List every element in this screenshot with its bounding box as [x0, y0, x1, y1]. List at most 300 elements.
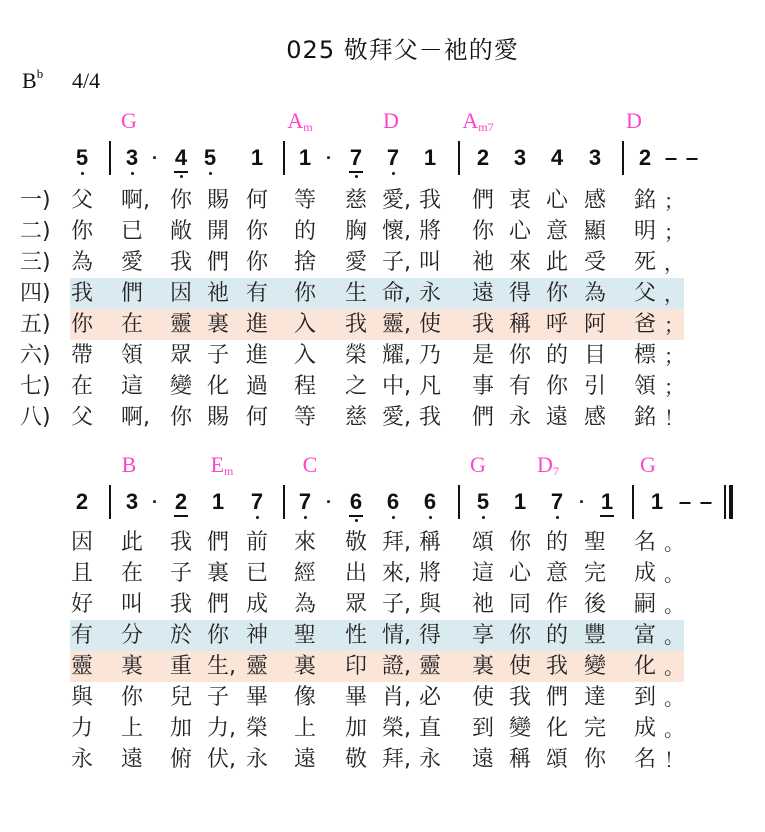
- note: [647, 489, 667, 515]
- lyric-syllable: 後: [583, 592, 607, 617]
- low-octave-dot: [256, 516, 259, 519]
- note-digit: 4: [174, 145, 188, 170]
- page-title: 025 敬拜父－祂的愛: [286, 36, 519, 64]
- eighth-underline: [349, 171, 363, 173]
- sustain-dash: [666, 158, 677, 160]
- lyric-syllable: 你: [70, 219, 94, 244]
- lyric-syllable: 們: [471, 188, 495, 213]
- eighth-underline: [174, 171, 188, 173]
- lyric-syllable: 必: [418, 685, 442, 710]
- lyric-syllable: 感: [583, 405, 607, 430]
- lyric-syllable: 我: [344, 312, 368, 337]
- lyric-syllable: 遠: [471, 281, 495, 306]
- chord-symbol: [470, 452, 486, 478]
- note: [122, 489, 142, 515]
- note-digit: 2: [174, 489, 188, 514]
- barline: [283, 141, 285, 175]
- augmentation-dot: ·: [326, 148, 332, 168]
- chord-root: D: [383, 108, 399, 133]
- lyric-syllable: 達: [583, 685, 607, 710]
- low-octave-dot: [304, 516, 307, 519]
- note: [635, 145, 655, 171]
- chord-symbol: [383, 108, 399, 134]
- lyric-syllable: 印: [344, 654, 368, 679]
- lyric-syllable: 遠: [545, 405, 569, 430]
- lyric-syllable: 胸: [344, 219, 368, 244]
- lyric-syllable: 耀,: [382, 343, 411, 368]
- lyric-syllable: 裏: [293, 654, 317, 679]
- lyric-syllable: 靈: [70, 654, 94, 679]
- note: [295, 489, 315, 515]
- lyric-syllable: 中,: [382, 374, 411, 399]
- lyric-syllable: 肖,: [382, 685, 411, 710]
- note-digit: 2: [638, 145, 652, 170]
- note: [171, 489, 191, 515]
- eighth-underline: [349, 515, 363, 517]
- lyric-syllable: 分: [120, 623, 144, 648]
- lyric-syllable: 化: [633, 654, 657, 679]
- lyric-syllable: 我: [508, 685, 532, 710]
- verse-label: 八): [20, 405, 51, 430]
- chord-quality: m: [303, 120, 313, 134]
- note-digit: 3: [513, 145, 527, 170]
- note-digit: 7: [349, 145, 363, 170]
- low-octave-dot: [482, 516, 485, 519]
- barline: [283, 485, 285, 519]
- lyric-syllable: 祂: [206, 281, 230, 306]
- lyric-syllable: 衷: [508, 188, 532, 213]
- chord-root: A: [287, 108, 304, 133]
- barline: [632, 485, 634, 519]
- lyric-syllable: 名: [633, 530, 657, 555]
- low-octave-dot: [355, 519, 358, 522]
- lyric-syllable: 頌: [471, 530, 495, 555]
- lyric-syllable: 意: [545, 561, 569, 586]
- lyric-syllable: 愛,: [382, 405, 411, 430]
- low-octave-dot: [392, 172, 395, 175]
- chord-symbol: [122, 452, 137, 478]
- line-end-punctuation: ，: [664, 251, 684, 275]
- lyric-syllable: 你: [120, 685, 144, 710]
- lyric-syllable: 前: [245, 530, 269, 555]
- lyric-syllable: 何: [245, 188, 269, 213]
- lyric-syllable: 的: [545, 623, 569, 648]
- lyric-syllable: 子,: [382, 250, 411, 275]
- lyric-syllable: 你: [508, 623, 532, 648]
- lyric-syllable: 子: [206, 343, 230, 368]
- lyric-syllable: 懷,: [382, 219, 411, 244]
- line-end-punctuation: ；: [664, 375, 684, 399]
- lyric-syllable: 豐: [583, 623, 607, 648]
- lyric-syllable: 們: [206, 592, 230, 617]
- chord-symbol: [303, 452, 318, 478]
- lyric-syllable: 感: [583, 188, 607, 213]
- lyric-syllable: 有: [70, 623, 94, 648]
- note-digit: 7: [386, 145, 400, 170]
- lyric-syllable: 我: [471, 312, 495, 337]
- chord-symbol: [211, 452, 234, 478]
- lyric-syllable: 父: [70, 405, 94, 430]
- lyric-syllable: 帶: [70, 343, 94, 368]
- lyric-syllable: 我: [169, 592, 193, 617]
- note-digit: 7: [250, 489, 264, 514]
- lyric-syllable: 遠: [120, 747, 144, 772]
- lyric-syllable: 直: [418, 716, 442, 741]
- lyric-syllable: 凡: [418, 374, 442, 399]
- lyric-syllable: 靈: [418, 654, 442, 679]
- lyric-syllable: 裏: [120, 654, 144, 679]
- chord-symbol: [462, 108, 493, 134]
- note: [420, 145, 440, 171]
- augmentation-dot: ·: [579, 492, 585, 512]
- lyric-syllable: 情,: [382, 623, 411, 648]
- chord-root: G: [121, 108, 137, 133]
- lyric-syllable: 啊,: [121, 188, 150, 213]
- lyric-syllable: 入: [293, 343, 317, 368]
- note: [473, 145, 493, 171]
- lyric-syllable: 我: [169, 250, 193, 275]
- lyric-syllable: 力,: [207, 716, 236, 741]
- lyric-syllable: 阿: [583, 312, 607, 337]
- note: [72, 145, 92, 171]
- lyric-syllable: 父: [633, 281, 657, 306]
- note: [200, 145, 220, 171]
- lyric-syllable: 來: [293, 530, 317, 555]
- verse-label: 一): [20, 188, 51, 213]
- lyric-syllable: 化: [545, 716, 569, 741]
- barline: [622, 141, 624, 175]
- note: [597, 489, 617, 515]
- line-end-punctuation: 。: [664, 686, 684, 710]
- lyric-syllable: 到: [471, 716, 495, 741]
- lyric-syllable: 變: [508, 716, 532, 741]
- lyric-syllable: 你: [508, 343, 532, 368]
- lyric-syllable: 來,: [382, 561, 411, 586]
- chord-symbol: [640, 452, 656, 478]
- note-digit: 7: [298, 489, 312, 514]
- note: [346, 145, 366, 171]
- lyric-syllable: 出: [344, 561, 368, 586]
- note-digit: 4: [550, 145, 564, 170]
- lyric-syllable: 我: [70, 281, 94, 306]
- lyric-syllable: 的: [545, 343, 569, 368]
- lyric-syllable: 來: [508, 250, 532, 275]
- lyric-syllable: 裏: [471, 654, 495, 679]
- chord-symbol: [121, 108, 137, 134]
- low-octave-dot: [209, 172, 212, 175]
- lyric-syllable: 是: [471, 343, 495, 368]
- verse-label: 三): [20, 250, 51, 275]
- note: [585, 145, 605, 171]
- lyric-syllable: 程: [293, 374, 317, 399]
- lyric-syllable: 們: [471, 405, 495, 430]
- note: [547, 489, 567, 515]
- lyric-syllable: 有: [508, 374, 532, 399]
- lyric-syllable: 等: [293, 405, 317, 430]
- verse-label: 六): [20, 343, 51, 368]
- lyric-syllable: 上: [293, 716, 317, 741]
- line-end-punctuation: 。: [664, 624, 684, 648]
- verse-label: 四): [20, 281, 51, 306]
- lyric-syllable: 伏,: [207, 747, 236, 772]
- lyric-syllable: 為: [583, 281, 607, 306]
- lyric-syllable: 重: [169, 654, 193, 679]
- line-end-punctuation: ；: [664, 189, 684, 213]
- lyric-syllable: 叫: [120, 592, 144, 617]
- lyric-syllable: 靈: [169, 312, 193, 337]
- low-octave-dot: [392, 516, 395, 519]
- lyric-syllable: 子: [206, 685, 230, 710]
- lyric-syllable: 呼: [545, 312, 569, 337]
- eighth-underline: [600, 515, 614, 517]
- lyric-syllable: 你: [206, 623, 230, 648]
- lyric-syllable: 因: [70, 530, 94, 555]
- lyric-syllable: 榮: [344, 343, 368, 368]
- lyric-syllable: 經: [293, 561, 317, 586]
- lyric-syllable: 此: [120, 530, 144, 555]
- lyric-syllable: 為: [70, 250, 94, 275]
- lyric-syllable: 事: [471, 374, 495, 399]
- time-signature: 4/4: [72, 68, 101, 93]
- lyric-syllable: 顯: [583, 219, 607, 244]
- note-digit: 5: [75, 145, 89, 170]
- lyric-syllable: 你: [545, 374, 569, 399]
- lyric-syllable: 神: [245, 623, 269, 648]
- note: [72, 489, 92, 515]
- barline: [458, 141, 460, 175]
- lyric-syllable: 已: [120, 219, 144, 244]
- lyric-syllable: 命,: [382, 281, 411, 306]
- lyric-syllable: 聖: [293, 623, 317, 648]
- chord-root: D: [626, 108, 642, 133]
- lyric-syllable: 永: [70, 747, 94, 772]
- lyric-syllable: 俯: [169, 747, 193, 772]
- lyric-syllable: 榮: [245, 716, 269, 741]
- line-end-punctuation: ！: [664, 406, 684, 430]
- lyric-syllable: 們: [545, 685, 569, 710]
- lyric-syllable: 祂: [471, 592, 495, 617]
- note-digit: 1: [211, 489, 225, 514]
- lyric-syllable: 稱: [508, 312, 532, 337]
- lyric-syllable: 好: [70, 592, 94, 617]
- lyric-syllable: 性: [344, 623, 368, 648]
- lyric-syllable: 將: [418, 219, 442, 244]
- lyric-syllable: 這: [471, 561, 495, 586]
- lyric-syllable: 遠: [293, 747, 317, 772]
- lyric-syllable: 你: [583, 747, 607, 772]
- lyric-syllable: 在: [120, 561, 144, 586]
- lyric-syllable: 你: [471, 219, 495, 244]
- lyric-syllable: 你: [293, 281, 317, 306]
- chord-root: A: [462, 108, 479, 133]
- final-barline-thin: [724, 485, 726, 519]
- lyric-syllable: 永: [418, 747, 442, 772]
- lyric-syllable: 兒: [169, 685, 193, 710]
- note: [383, 145, 403, 171]
- barline: [109, 485, 111, 519]
- lyric-syllable: 愛: [344, 250, 368, 275]
- lyric-syllable: 富: [633, 623, 657, 648]
- note-digit: 6: [349, 489, 363, 514]
- sustain-dash: [680, 502, 691, 504]
- lyric-syllable: 生: [344, 281, 368, 306]
- note-digit: 6: [423, 489, 437, 514]
- lyric-syllable: 慈: [344, 405, 368, 430]
- lyric-syllable: 完: [583, 561, 607, 586]
- lyric-syllable: 愛,: [382, 188, 411, 213]
- lyric-syllable: 到: [633, 685, 657, 710]
- lyric-syllable: 乃: [418, 343, 442, 368]
- lyric-syllable: 我: [418, 188, 442, 213]
- lyric-syllable: 且: [70, 561, 94, 586]
- lyric-syllable: 開: [206, 219, 230, 244]
- note-digit: 1: [250, 145, 264, 170]
- augmentation-dot: ·: [326, 492, 332, 512]
- note: [346, 489, 366, 515]
- lyric-syllable: 敬: [344, 747, 368, 772]
- lyric-syllable: 稱: [508, 747, 532, 772]
- lyric-syllable: 眾: [344, 592, 368, 617]
- lyric-syllable: 永: [418, 281, 442, 306]
- lyric-syllable: 永: [508, 405, 532, 430]
- note-digit: 2: [476, 145, 490, 170]
- low-octave-dot: [180, 175, 183, 178]
- lyric-syllable: 領: [120, 343, 144, 368]
- line-end-punctuation: ；: [664, 220, 684, 244]
- lyric-syllable: 生,: [207, 654, 236, 679]
- lyric-syllable: 目: [583, 343, 607, 368]
- note: [510, 145, 530, 171]
- line-end-punctuation: 。: [664, 717, 684, 741]
- low-octave-dot: [131, 172, 134, 175]
- note-digit: 3: [125, 489, 139, 514]
- chord-root: C: [302, 452, 318, 477]
- lyric-syllable: 祂: [471, 250, 495, 275]
- note-digit: 1: [423, 145, 437, 170]
- verse-label: 五): [20, 312, 51, 337]
- chord-symbol: [537, 452, 559, 478]
- final-barline-thick: [729, 485, 733, 519]
- lyric-syllable: 成: [633, 561, 657, 586]
- lyric-syllable: 慈: [344, 188, 368, 213]
- lyric-syllable: 受: [583, 250, 607, 275]
- lyric-syllable: 你: [169, 188, 193, 213]
- sustain-dash: [701, 502, 712, 504]
- lyric-syllable: 你: [545, 281, 569, 306]
- lyric-syllable: 們: [120, 281, 144, 306]
- note: [510, 489, 530, 515]
- lyric-syllable: 成: [633, 716, 657, 741]
- lyric-syllable: 子,: [382, 592, 411, 617]
- lyric-syllable: 畢: [245, 685, 269, 710]
- lyric-syllable: 為: [293, 592, 317, 617]
- note-digit: 1: [298, 145, 312, 170]
- lyric-syllable: 敬: [344, 530, 368, 555]
- key-note: B: [22, 68, 37, 93]
- low-octave-dot: [355, 175, 358, 178]
- lyric-syllable: 你: [245, 219, 269, 244]
- lyric-syllable: 在: [70, 374, 94, 399]
- lyric-syllable: 我: [169, 530, 193, 555]
- lyric-syllable: 啊,: [121, 405, 150, 430]
- chord-root: G: [470, 452, 486, 477]
- lyric-syllable: 敞: [169, 219, 193, 244]
- lyric-syllable: 靈,: [382, 312, 411, 337]
- lyric-syllable: 裏: [206, 561, 230, 586]
- lyric-syllable: 因: [169, 281, 193, 306]
- lyric-syllable: 拜,: [382, 530, 411, 555]
- note: [295, 145, 315, 171]
- lyric-syllable: 頌: [545, 747, 569, 772]
- lyric-syllable: 聖: [583, 530, 607, 555]
- note-digit: 5: [203, 145, 217, 170]
- lyric-syllable: 化: [206, 374, 230, 399]
- lyric-syllable: 像: [293, 685, 317, 710]
- line-end-punctuation: ；: [664, 313, 684, 337]
- note: [420, 489, 440, 515]
- lyric-syllable: 明: [633, 219, 657, 244]
- lyric-syllable: 入: [293, 312, 317, 337]
- note-digit: 7: [550, 489, 564, 514]
- lyric-syllable: 眾: [169, 343, 193, 368]
- barline: [109, 141, 111, 175]
- key-signature: [22, 68, 43, 94]
- chord-root: D: [537, 452, 553, 477]
- lyric-syllable: 心: [508, 219, 532, 244]
- lyric-syllable: 死: [633, 250, 657, 275]
- chord-quality: m: [224, 464, 234, 478]
- lyric-syllable: 進: [245, 343, 269, 368]
- lyric-syllable: 賜: [206, 405, 230, 430]
- lyric-syllable: 意: [545, 219, 569, 244]
- lyric-syllable: 力: [70, 716, 94, 741]
- lyric-syllable: 叫: [418, 250, 442, 275]
- lyric-syllable: 同: [508, 592, 532, 617]
- note-digit: 3: [125, 145, 139, 170]
- lyric-syllable: 完: [583, 716, 607, 741]
- lyric-syllable: 證,: [382, 654, 411, 679]
- chord-root: E: [210, 452, 225, 477]
- line-end-punctuation: 。: [664, 655, 684, 679]
- lyric-syllable: 將: [418, 561, 442, 586]
- note: [247, 145, 267, 171]
- lyric-syllable: 得: [418, 623, 442, 648]
- lyric-syllable: 永: [245, 747, 269, 772]
- chord-root: B: [121, 452, 137, 477]
- lyric-syllable: 你: [169, 405, 193, 430]
- note-digit: 2: [75, 489, 89, 514]
- lyric-syllable: 領: [633, 374, 657, 399]
- note: [247, 489, 267, 515]
- lyric-syllable: 變: [169, 374, 193, 399]
- lyric-syllable: 賜: [206, 188, 230, 213]
- lyric-syllable: 的: [545, 530, 569, 555]
- low-octave-dot: [81, 172, 84, 175]
- augmentation-dot: ·: [152, 148, 158, 168]
- line-end-punctuation: ！: [664, 748, 684, 772]
- chord-quality: 7: [552, 464, 559, 478]
- note: [383, 489, 403, 515]
- lyric-syllable: 名: [633, 747, 657, 772]
- lyric-syllable: 爸: [633, 312, 657, 337]
- lyric-syllable: 們: [206, 250, 230, 275]
- note: [208, 489, 228, 515]
- line-end-punctuation: ，: [664, 282, 684, 306]
- lyric-syllable: 靈: [245, 654, 269, 679]
- eighth-underline: [174, 515, 188, 517]
- lyric-syllable: 愛: [120, 250, 144, 275]
- lyric-syllable: 於: [169, 623, 193, 648]
